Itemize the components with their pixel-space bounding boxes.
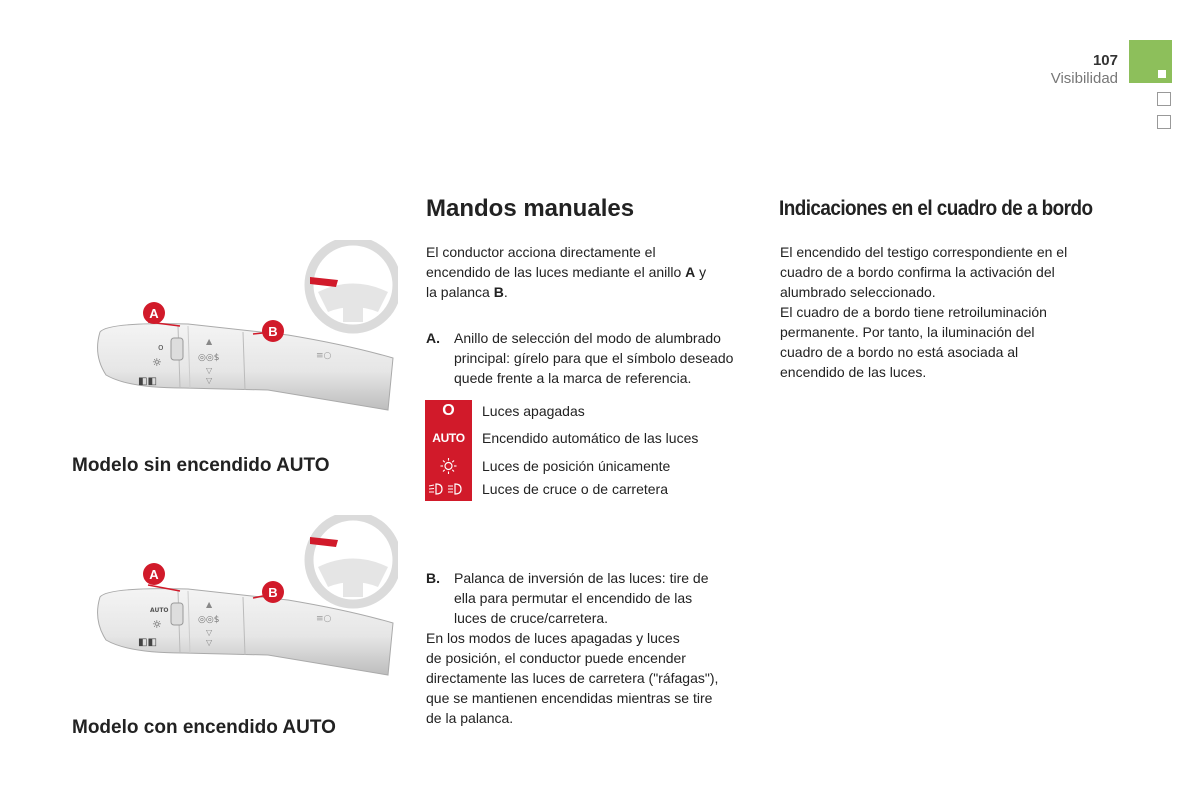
stalk-highlight-icon (310, 277, 338, 287)
lighting-stalk-illustration-no-auto (88, 240, 398, 440)
badge-b: B (268, 585, 278, 600)
steering-wheel-icon (309, 516, 397, 604)
svg-text:◎◎$: ◎◎$ (198, 615, 220, 625)
mode-beam-label: Luces de cruce o de carretera (482, 481, 668, 497)
mode-auto-symbol: AUTO (432, 431, 465, 445)
section-tab (1129, 40, 1172, 83)
item-b-letter: B. (426, 570, 440, 586)
svg-text:▲: ▲ (206, 600, 213, 609)
section-square-1 (1157, 92, 1171, 106)
badge-b: B (268, 324, 278, 339)
item-b (426, 568, 766, 628)
svg-text:☼: ☼ (152, 618, 162, 631)
item-a-letter: A. (426, 330, 440, 346)
badge-a: A (149, 567, 159, 582)
svg-text:▽: ▽ (206, 376, 213, 385)
svg-text:≡○: ≡○ (316, 614, 332, 624)
svg-text:AUTO: AUTO (150, 607, 169, 614)
svg-text:▽: ▽ (206, 628, 213, 637)
closing-paragraph: En los modos de luces apagadas y luces de posición, el conductor puede encender directamente las luces de carretera ("ráfagas"), que se mantienen encendidas mientras se tire de la palanca. (426, 630, 719, 726)
section-title-manual-controls: Mandos manuales (426, 195, 635, 222)
intro-line: El conductor acciona directamente el (426, 244, 656, 260)
section-square-2 (1157, 115, 1171, 129)
section-name: Visibilidad (1050, 70, 1118, 87)
badge-a: A (149, 306, 159, 321)
svg-text:≡○: ≡○ (316, 351, 332, 361)
item-a-text: Anillo de selección del modo de alumbrado principal: gírelo para que el símbolo deseado quede frente a la marca de referencia. (454, 330, 734, 386)
svg-text:☼: ☼ (152, 356, 162, 369)
caption-no-auto: Modelo sin encendido AUTO (72, 455, 330, 476)
section-tab-marker (1158, 70, 1166, 78)
dashboard-paragraph: El encendido del testigo correspondiente en el cuadro de a bordo confirma la activación del alumbrado seleccionado. El cuadro de a bordo tiene retroiluminación permanente. Por tanto, la iluminación del cuadro de a bordo no está asociada al encendido de las luces. (780, 244, 1068, 380)
headlamp-icon (425, 481, 472, 497)
lighting-stalk-illustration-auto (88, 515, 398, 715)
mode-off-label: Luces apagadas (482, 403, 585, 419)
svg-text:▽: ▽ (206, 638, 213, 647)
intro-line: la palanca B. (426, 284, 508, 300)
caption-auto: Modelo con encendido AUTO (72, 717, 336, 738)
mode-position-label: Luces de posición únicamente (482, 458, 671, 474)
mode-symbols-panel (425, 400, 472, 501)
intro-paragraph (426, 242, 756, 302)
svg-text:◎◎$: ◎◎$ (198, 353, 220, 363)
svg-text:◧◧: ◧◧ (138, 376, 157, 387)
sun-icon (425, 457, 472, 475)
svg-text:◧◧: ◧◧ (138, 637, 157, 648)
item-b-text: Palanca de inversión de las luces: tire de ella para permutar el encendido de las luces de cruce/carretera. (454, 570, 709, 626)
svg-text:o: o (158, 343, 164, 353)
mode-off-symbol: O (442, 402, 455, 419)
svg-text:▽: ▽ (206, 366, 213, 375)
section-title-dashboard-indications: Indicaciones en el cuadro de a bordo (779, 197, 1093, 220)
intro-line: encendido de las luces mediante el anillo A y (426, 264, 707, 280)
page-number: 107 (1092, 52, 1118, 69)
mode-auto-label: Encendido automático de las luces (482, 430, 699, 446)
item-a (426, 328, 766, 388)
svg-text:▲: ▲ (206, 337, 213, 346)
